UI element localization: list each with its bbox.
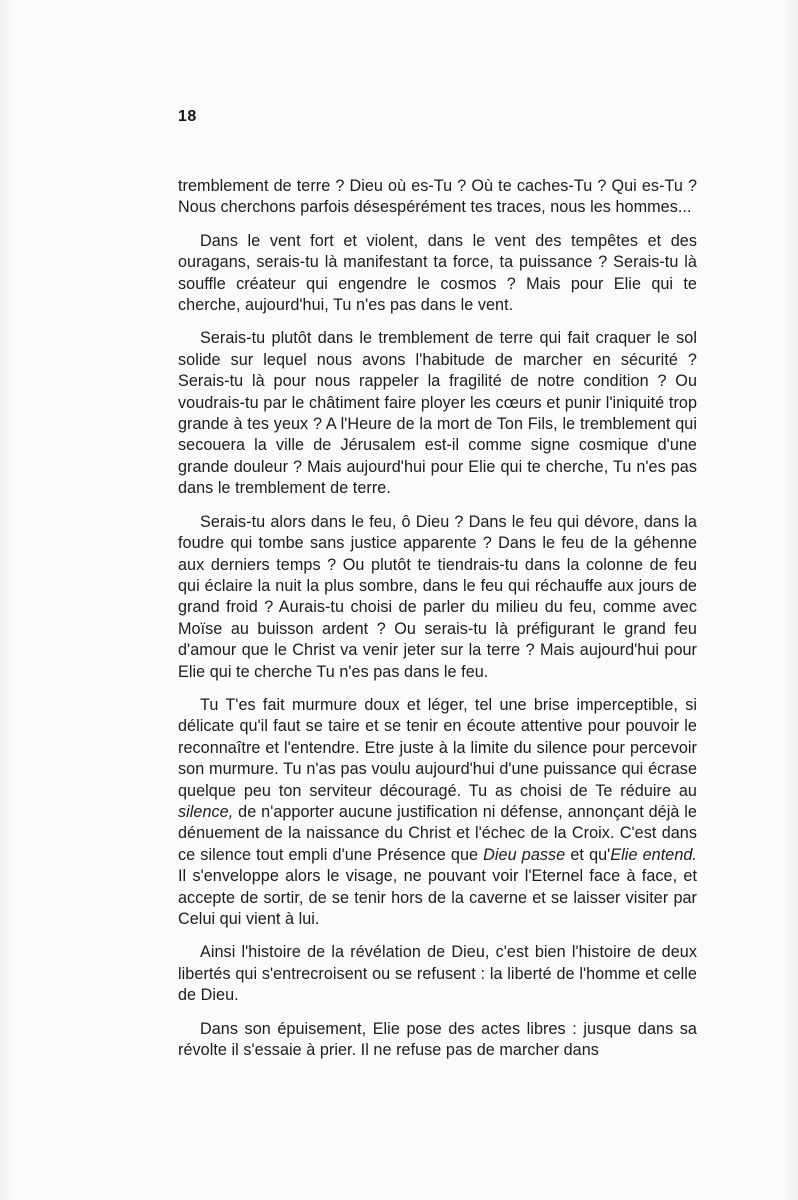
paragraph-3: Serais-tu plutôt dans le tremblement de terre qui fait craquer le sol solide sur lequel nous avons l'habitude de marcher en sécurité ? Serais-tu là pour nous rappeler la fragilité de notre condition ? Ou voudrais-tu par le châtiment faire ployer les cœurs et punir l'iniquité trop grande à tes yeux ? A l'Heure de la mort de Ton Fils, le tremblement qui secouera la ville de Jérusalem est-il comme signe cosmique d'une grande douleur ? Mais aujourd'hui pour Elie qui te cherche, Tu n'es pas dans le tremblement de terre. xyxy=(178,329,697,498)
paragraph-5-text-2: de n'apporter aucune justification ni défense, annonçant déjà le dénuement de la naissance du Christ et l'échec de la Croix. C'est dans ce silence tout empli d'une Présence que xyxy=(178,802,697,864)
paragraph-1: tremblement de terre ? Dieu où es-Tu ? Où te caches-Tu ? Qui es-Tu ? Nous cherchons parfois désespérément tes traces, nous les hommes... xyxy=(178,177,697,217)
paragraph-5-text-3: et qu' xyxy=(565,845,611,864)
paragraph-5-text-1: Tu T'es fait murmure doux et léger, tel une brise imperceptible, si délicate qu'il faut se taire et se tenir en écoute attentive pour pouvoir le reconnaître et l'entendre. Etre juste à la limite du silence pour percevoir son murmure. Tu n'as pas voulu aujourd'hui d'une puissance qui écrase quelque peu ton serviteur découragé. Tu as choisi de Te réduire au xyxy=(178,695,697,800)
paragraph-5-emphasis-silence: silence, xyxy=(178,802,234,821)
paragraph-5-emphasis-elie-entend: Elie entend. xyxy=(610,845,697,864)
paragraph-5 xyxy=(178,695,697,930)
paragraph-5-text-4: Il s'enveloppe alors le visage, ne pouvant voir l'Eternel face à face, et accepte de sortir, de se tenir hors de la caverne et se laisser visiter par Celui qui vient à lui. xyxy=(178,867,697,928)
paragraph-2: Dans le vent fort et violent, dans le vent des tempêtes et des ouragans, serais-tu là manifestant ta force, ta puissance ? Serais-tu là souffle créateur qui engendre le cosmos ? Mais pour Elie qui te cherche, aujourd'hui, Tu n'es pas dans le vent. xyxy=(178,231,697,315)
paragraph-4: Serais-tu alors dans le feu, ô Dieu ? Dans le feu qui dévore, dans la foudre qui tombe sans justice apparente ? Dans le feu de la géhenne aux derniers temps ? Ou plutôt te tiendrais-tu dans la colonne de feu qui éclaire la nuit la plus sombre, dans le feu qui réchauffe aux jours de grand froid ? Aurais-tu choisi de parler du milieu du feu, comme avec Moïse au buisson ardent ? Ou serais-tu là préfigurant le grand feu d'amour que le Christ va venir jeter sur la terre ? Mais aujourd'hui pour Elie qui te cherche Tu n'es pas dans le feu. xyxy=(178,512,697,681)
paragraph-6: Ainsi l'histoire de la révélation de Dieu, c'est bien l'histoire de deux libertés qui s'entrecroisent ou se refusent : la liberté de l'homme et celle de Dieu. xyxy=(178,943,697,1005)
paragraph-7: Dans son épuisement, Elie pose des actes libres : jusque dans sa révolte il s'essaie à prier. Il ne refuse pas de marcher dans xyxy=(178,1019,697,1060)
page-number: 18 xyxy=(178,108,197,125)
paragraph-5-emphasis-dieu-passe: Dieu passe xyxy=(483,845,566,864)
body-text xyxy=(178,176,697,1061)
